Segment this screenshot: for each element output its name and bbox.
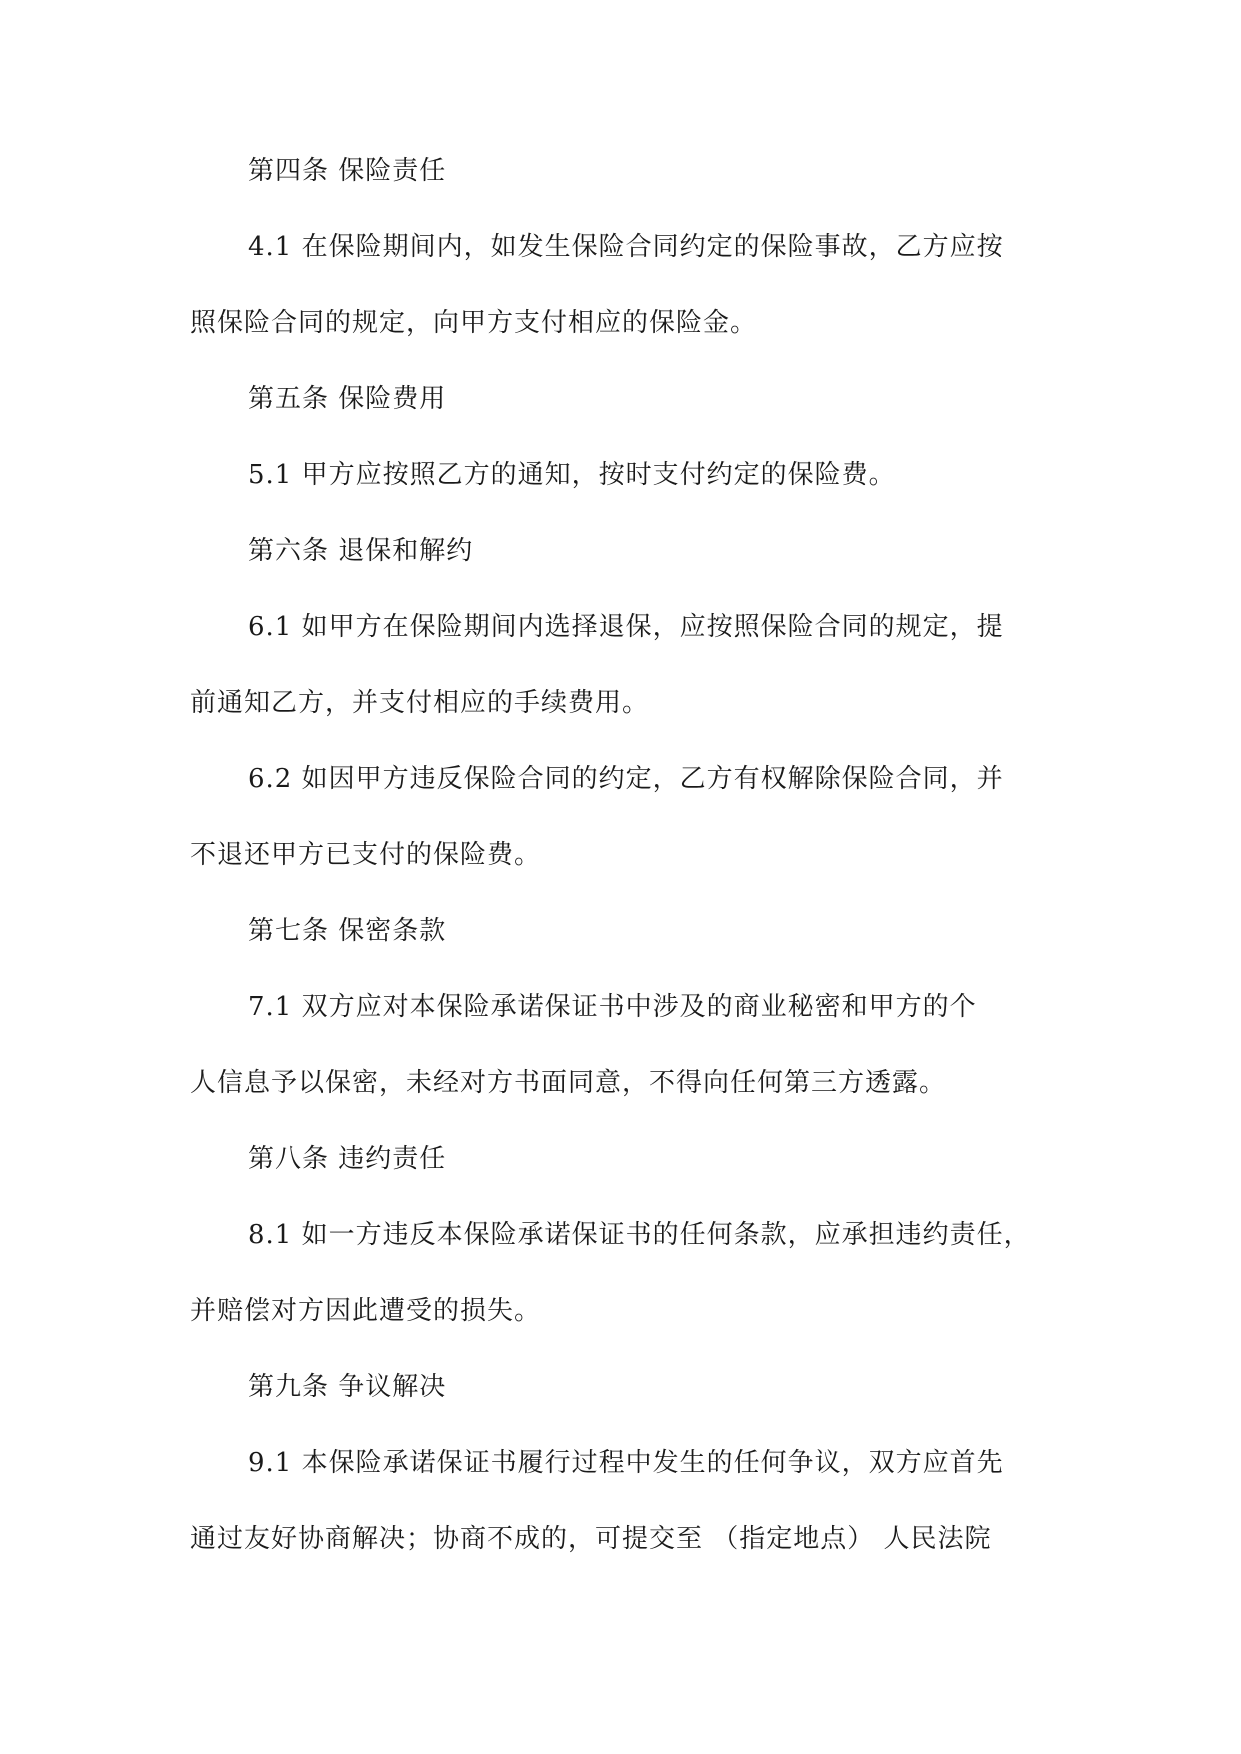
clause-9-1-line-2: 通过友好协商解决；协商不成的，可提交至 （指定地点） 人民法院 [190,1524,992,1554]
clause-8-1-line-1: 8.1 如一方违反本保险承诺保证书的任何条款，应承担违约责任， [248,1220,1031,1250]
clause-4-1-line-2: 照保险合同的规定，向甲方支付相应的保险金。 [190,308,758,338]
clause-7-1-line-2: 人信息予以保密，未经对方书面同意，不得向任何第三方透露。 [190,1068,947,1098]
clause-6-1-line-1: 6.1 如甲方在保险期间内选择退保，应按照保险合同的规定，提 [248,612,1004,642]
article-7-heading: 第七条 保密条款 [248,916,447,946]
clause-6-1-line-2: 前通知乙方，并支付相应的手续费用。 [190,688,650,718]
article-9-heading: 第九条 争议解决 [248,1372,447,1402]
clause-5-1-line-1: 5.1 甲方应按照乙方的通知，按时支付约定的保险费。 [248,460,896,490]
clause-8-1-line-2: 并赔偿对方因此遭受的损失。 [190,1296,542,1326]
article-6-heading: 第六条 退保和解约 [248,536,474,566]
article-4-heading: 第四条 保险责任 [248,156,447,186]
article-5-heading: 第五条 保险费用 [248,384,447,414]
clause-9-1-line-1: 9.1 本保险承诺保证书履行过程中发生的任何争议，双方应首先 [248,1448,1004,1478]
clause-6-2-line-1: 6.2 如因甲方违反保险合同的约定，乙方有权解除保险合同，并 [248,764,1004,794]
article-8-heading: 第八条 违约责任 [248,1144,447,1174]
clause-4-1-line-1: 4.1 在保险期间内，如发生保险合同约定的保险事故，乙方应按 [248,232,1004,262]
clause-7-1-line-1: 7.1 双方应对本保险承诺保证书中涉及的商业秘密和甲方的个 [248,992,977,1022]
clause-6-2-line-2: 不退还甲方已支付的保险费。 [190,840,542,870]
